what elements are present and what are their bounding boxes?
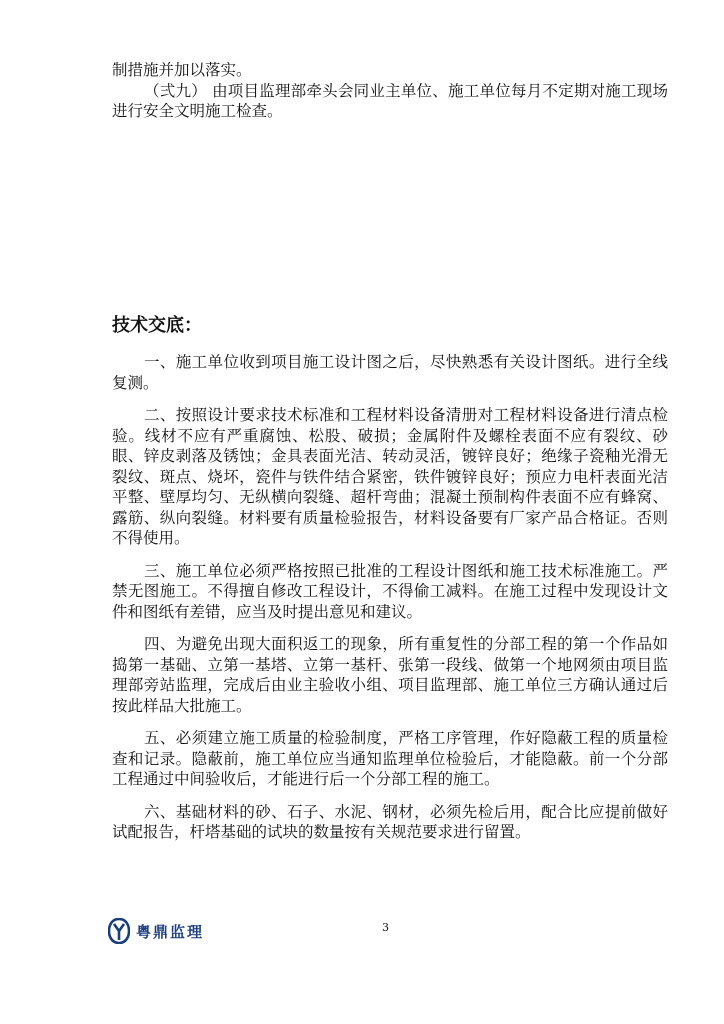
paragraph-4: 四、为避免出现大面积返工的现象，所有重复性的分部工程的第一个作品如捣第一基础、立第一基塔、立第一基杆、张第一段线、做第一个地网须由项目监理部旁站监理，完成后由业主验收小组、项目监理部、施工单位三方确认通过后按此样品大批施工。: [112, 635, 668, 715]
section-heading: 技术交底：: [112, 315, 202, 336]
paragraph-1: 一、施工单位收到项目施工设计图之后，尽快熟悉有关设计图纸。进行全线复测。: [112, 353, 668, 392]
paragraph-6: 六、基础材料的砂、石子、水泥、钢材，必须先检后用，配合比应提前做好试配报告，杆塔基础的试块的数量按有关规范要求进行留置。: [112, 802, 668, 841]
logo-text: 粤鼎监理: [136, 922, 205, 941]
company-logo: [108, 918, 204, 944]
paragraph-3: 三、施工单位必须严格按照已批准的工程设计图纸和施工技术标准施工。严禁无图施工。不得擅自修改工程设计，不得偷工减料。在施工过程中发现设计文件和图纸有差错，应当及时提出意见和建议。: [112, 561, 668, 621]
logo-mark-icon: [108, 918, 130, 944]
intro-line: 制措施并加以落实。: [112, 61, 252, 79]
paragraph-5: 五、必须建立施工质量的检验制度，严格工序管理，作好隐蔽工程的质量检查和记录。隐蔽前，施工单位应当通知监理单位检验后，才能隐蔽。前一个分部工程通过中间验收后，才能进行后一个分部工程的施工。: [112, 729, 668, 788]
intro-block: [112, 60, 668, 122]
item-9-paragraph: （弍九） 由项目监理部牵头会同业主单位、施工单位每月不定期对施工现场进行安全文明施工检查。: [112, 81, 668, 120]
paragraph-2: 二、按照设计要求技术标准和工程材料设备清册对工程材料设备进行清点检验。线材不应有严重腐蚀、松股、破损；金属附件及螺栓表面不应有裂纹、砂眼、锌皮剥落及锈蚀；金具表面光洁、转动灵活，镀锌良好；绝缘子瓷釉光滑无裂纹、斑点、烧坏，瓷件与铁件结合紧密，铁件镀锌良好；预应力电杆表面光洁平整、壁厚均匀、无纵横向裂缝、超杆弯曲；混凝土预制构件表面不应有蜂窝、露筋、纵向裂缝。材料要有质量检验报告，材料设备要有厂家产品合格证。否则不得使用。: [112, 406, 668, 547]
page-number: 3: [382, 921, 389, 934]
tech-disclosure-body: [112, 352, 668, 855]
